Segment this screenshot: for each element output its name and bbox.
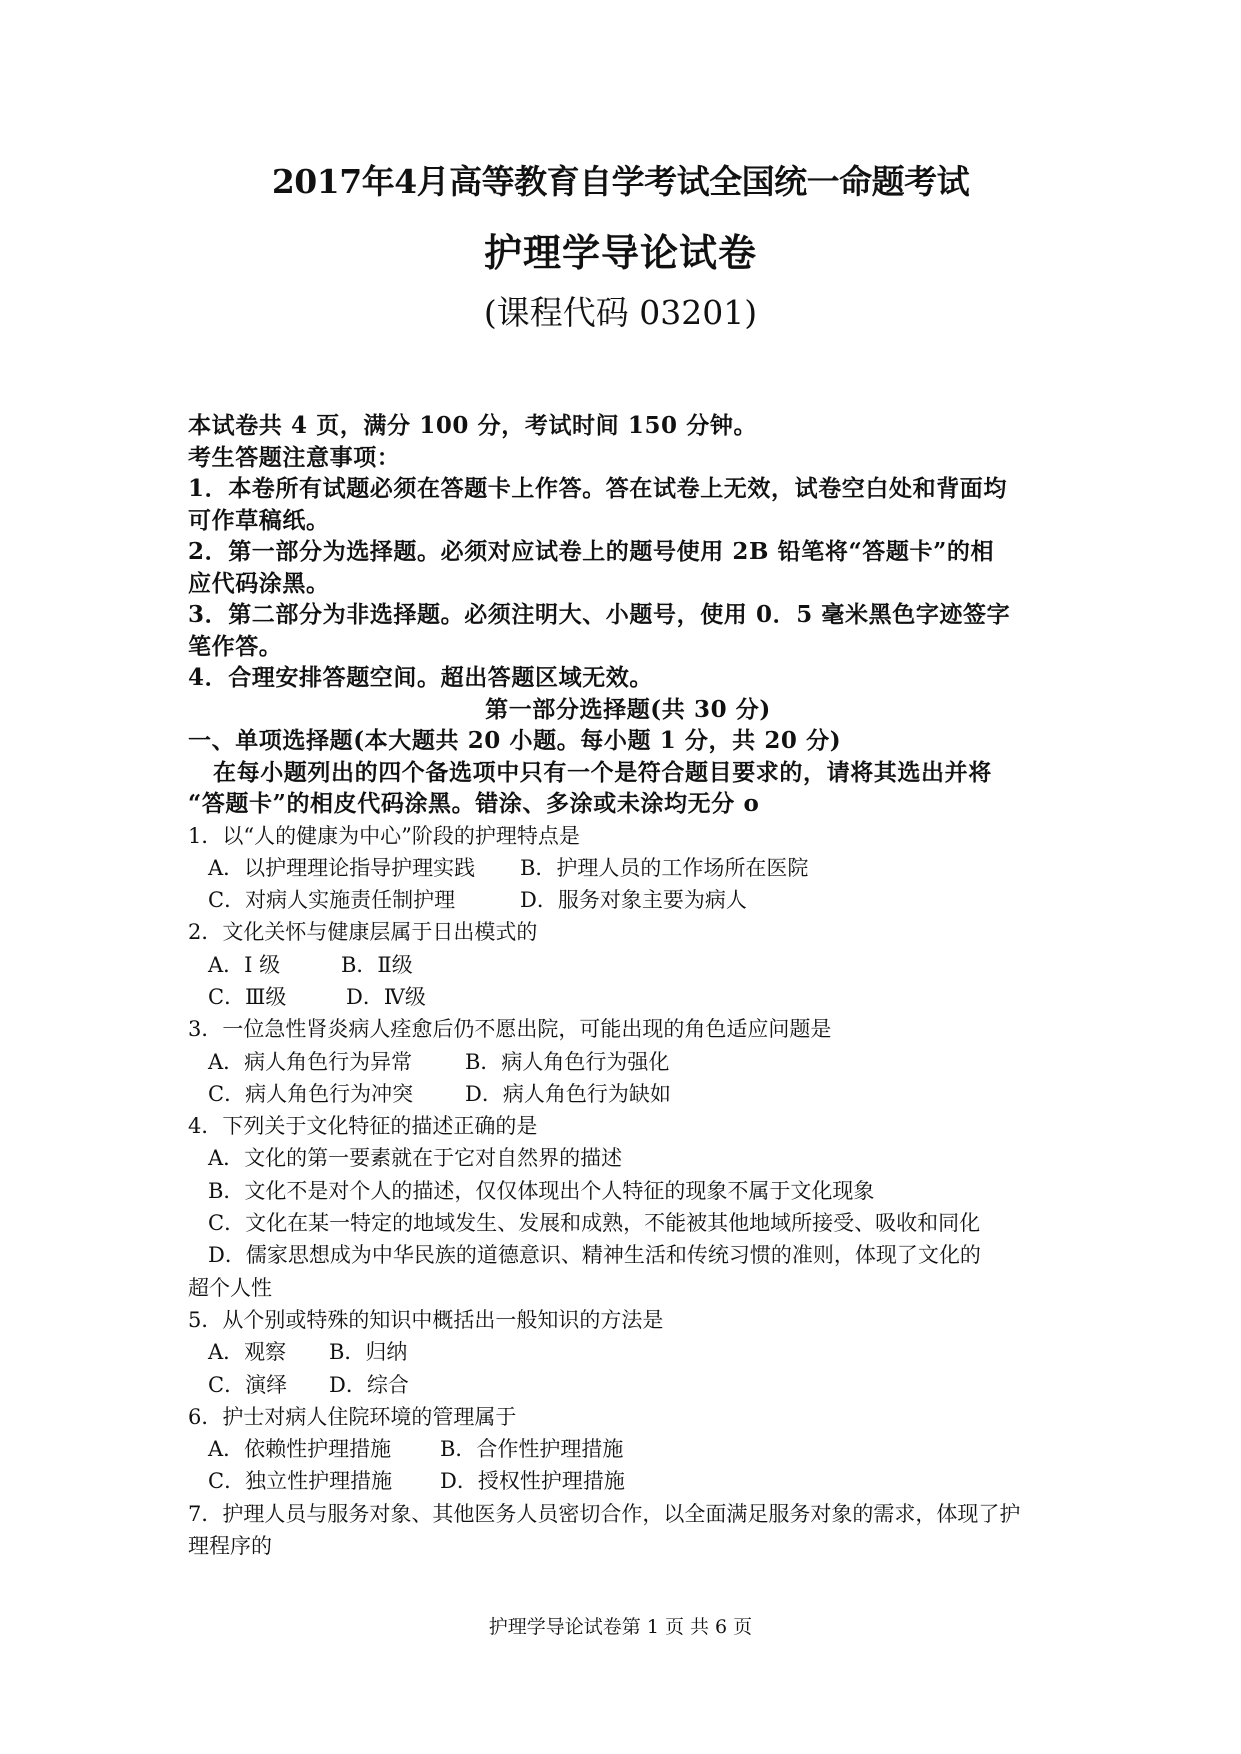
option-c: C．Ⅲ级 bbox=[208, 984, 287, 1009]
option-row bbox=[188, 852, 1068, 884]
option-d: D．病人角色行为缺如 bbox=[465, 1081, 671, 1106]
option-b: B．归纳 bbox=[329, 1340, 408, 1365]
exam-body bbox=[188, 410, 1068, 1562]
question-stem: 5．从个别或特殊的知识中概括出一般知识的方法是 bbox=[188, 1307, 664, 1332]
option-c: C．演绎 bbox=[208, 1372, 288, 1397]
option-a: A．病人角色行为异常 bbox=[208, 1049, 413, 1074]
option-a: A．I 级 bbox=[208, 952, 281, 977]
note-line: 3．第二部分为非选择题。必须注明大、小题号，使用 0．5 毫米黑色字迹签字 bbox=[188, 601, 1011, 628]
option-b: B．文化不是对个人的描述，仅仅体现出个人特征的现象不属于文化现象 bbox=[208, 1178, 875, 1203]
option-d: D．综合 bbox=[329, 1372, 409, 1397]
note-line: 4．合理安排答题空间。超出答题区域无效。 bbox=[188, 664, 654, 691]
page-footer: 护理学导论试卷第 1 页 共 6 页 bbox=[488, 1616, 753, 1638]
question-stem: 7．护理人员与服务对象、其他医务人员密切合作，以全面满足服务对象的需求，体现了护 bbox=[188, 1501, 1021, 1526]
section-instruction: 在每小题列出的四个备选项中只有一个是符合题目要求的，请将其选出并将 bbox=[213, 758, 992, 786]
option-d: D．儒家思想成为中华民族的道德意识、精神生活和传统习惯的准则，体现了文化的 bbox=[208, 1243, 981, 1268]
option-row bbox=[188, 1433, 1068, 1465]
paper-title: 护理学导论试卷 bbox=[483, 230, 757, 275]
option-a: A．以护理理论指导护理实践 bbox=[208, 855, 476, 880]
question-stem: 6．护士对病人住院环境的管理属于 bbox=[188, 1404, 517, 1429]
question-stem-continued: 理程序的 bbox=[188, 1534, 272, 1559]
option-row bbox=[188, 1336, 1068, 1368]
section-instruction: “答题卡”的相皮代码涂黑。错涂、多涂或未涂均无分 o bbox=[188, 790, 760, 817]
option-a: A．文化的第一要素就在于它对自然界的描述 bbox=[208, 1146, 623, 1171]
option-d: D．服务对象主要为病人 bbox=[520, 888, 747, 913]
option-b: B．合作性护理措施 bbox=[440, 1437, 624, 1462]
option-c: C．文化在某一特定的地域发生、发展和成熟，不能被其他地域所接受、吸收和同化 bbox=[208, 1211, 981, 1236]
option-row bbox=[188, 1465, 1068, 1497]
option-d: D．Ⅳ级 bbox=[346, 984, 426, 1009]
exam-title: 2017年4月高等教育自学考试全国统一命题考试 bbox=[271, 162, 970, 201]
option-row bbox=[188, 1046, 1068, 1078]
section-title: 一、单项选择题(本大题共 20 小题。每小题 1 分，共 20 分) bbox=[188, 727, 842, 754]
note-line: 2．第一部分为选择题。必须对应试卷上的题号使用 2B 铅笔将“答题卡”的相 bbox=[188, 538, 995, 565]
option-b: B．护理人员的工作场所在医院 bbox=[520, 855, 809, 880]
option-c: C．病人角色行为冲突 bbox=[208, 1081, 414, 1106]
note-line: 1．本卷所有试题必须在答题卡上作答。答在试卷上无效，试卷空白处和背面均 bbox=[188, 475, 1008, 502]
part-heading: 第一部分选择题(共 30 分) bbox=[485, 695, 771, 723]
note-line: 应代码涂黑。 bbox=[188, 569, 330, 597]
note-line: 可作草稿纸。 bbox=[188, 506, 330, 534]
option-d: D．授权性护理措施 bbox=[440, 1469, 625, 1494]
option-c: C．独立性护理措施 bbox=[208, 1469, 393, 1494]
notes-heading: 考生答题注意事项： bbox=[188, 443, 401, 471]
question-stem: 4．下列关于文化特征的描述正确的是 bbox=[188, 1114, 538, 1139]
option-a: A．依赖性护理措施 bbox=[208, 1437, 392, 1462]
course-code: (课程代码 03201) bbox=[483, 293, 758, 332]
option-row bbox=[188, 1369, 1068, 1401]
option-b: B．病人角色行为强化 bbox=[465, 1049, 670, 1074]
option-row bbox=[188, 949, 1068, 981]
option-row bbox=[188, 981, 1068, 1013]
option-row bbox=[188, 1078, 1068, 1110]
question-stem: 3．一位急性肾炎病人痊愈后仍不愿出院，可能出现的角色适应问题是 bbox=[188, 1017, 832, 1042]
option-d-continued: 超个人性 bbox=[188, 1275, 272, 1300]
option-row bbox=[188, 884, 1068, 916]
question-stem: 1．以“人的健康为中心”阶段的护理特点是 bbox=[188, 823, 580, 848]
option-b: B．Ⅱ级 bbox=[341, 952, 413, 977]
option-c: C．对病人实施责任制护理 bbox=[208, 888, 456, 913]
note-line: 笔作答。 bbox=[188, 632, 283, 660]
exam-summary: 本试卷共 4 页，满分 100 分，考试时间 150 分钟。 bbox=[188, 412, 758, 439]
question-stem: 2．文化关怀与健康层属于日出模式的 bbox=[188, 920, 538, 945]
option-a: A．观察 bbox=[208, 1340, 287, 1365]
